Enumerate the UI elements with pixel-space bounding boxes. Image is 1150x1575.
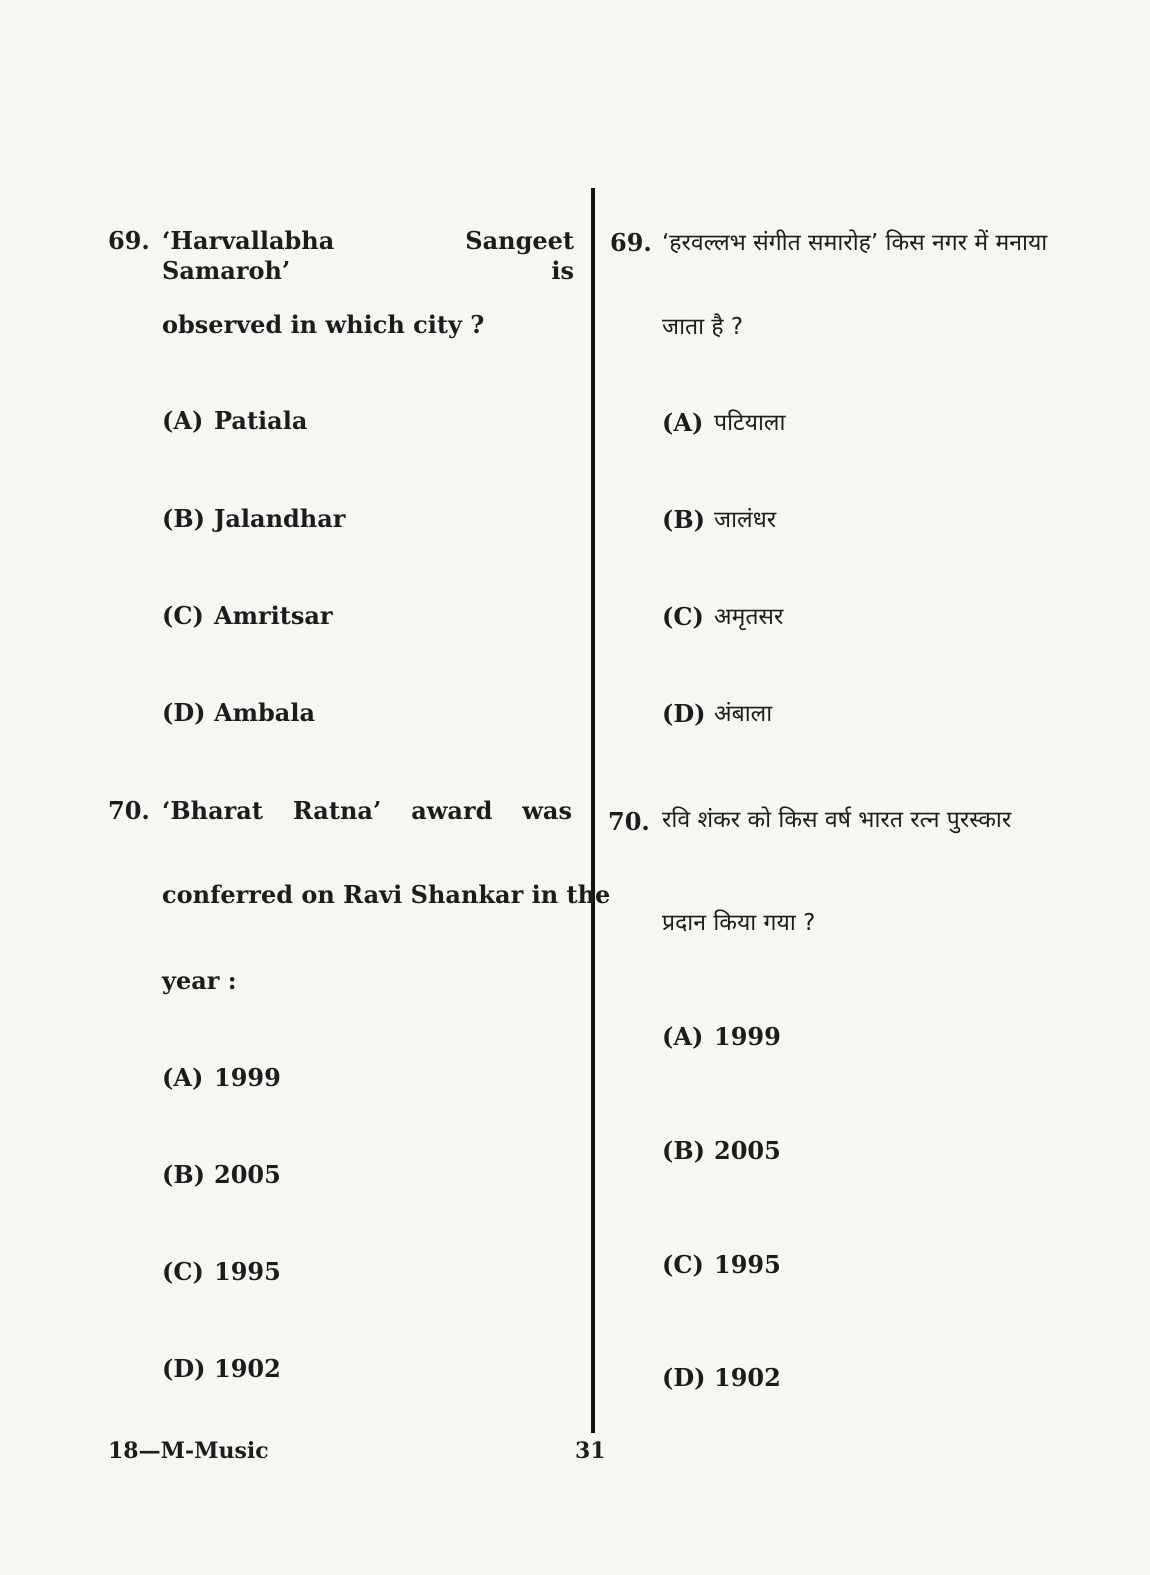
option-label: (A) bbox=[662, 408, 704, 437]
question-number: 70. bbox=[108, 796, 150, 825]
option-text: 1995 bbox=[714, 1250, 781, 1279]
question-text-line: conferred on Ravi Shankar in the bbox=[162, 880, 611, 909]
option-label: (B) bbox=[662, 505, 705, 534]
question-text-line: रवि शंकर को किस वर्ष भारत रत्न पुरस्कार bbox=[662, 807, 1012, 833]
paper-code: 18—M-Music bbox=[108, 1438, 269, 1464]
question-text-line: year : bbox=[162, 966, 237, 995]
option-text: 2005 bbox=[214, 1160, 281, 1189]
option-text: 2005 bbox=[714, 1136, 781, 1165]
question-text-line: ‘Bharat Ratna’ award was bbox=[162, 796, 572, 825]
option-text: Amritsar bbox=[214, 601, 333, 630]
option-label: (B) bbox=[162, 1160, 205, 1189]
option-label: (D) bbox=[162, 1354, 206, 1383]
option-text: 1999 bbox=[214, 1063, 281, 1092]
option-label: (A) bbox=[662, 1022, 704, 1051]
question-text-line: जाता है ? bbox=[662, 314, 744, 340]
option-label: (B) bbox=[162, 504, 205, 533]
question-number: 69. bbox=[610, 228, 652, 257]
option-label: (D) bbox=[662, 699, 706, 728]
question-text-line: observed in which city ? bbox=[162, 310, 485, 339]
option-text: Patiala bbox=[214, 406, 308, 435]
option-label: (D) bbox=[162, 698, 206, 727]
option-label: (C) bbox=[162, 601, 204, 630]
option-label: (D) bbox=[662, 1363, 706, 1392]
question-text-line: प्रदान किया गया ? bbox=[662, 910, 816, 936]
question-text-line: ‘Harvallabha Sangeet Samaroh’ is bbox=[162, 226, 574, 285]
option-label: (C) bbox=[662, 602, 704, 631]
option-label: (A) bbox=[162, 406, 204, 435]
option-text: अमृतसर bbox=[714, 604, 784, 630]
option-label: (C) bbox=[662, 1250, 704, 1279]
option-text: Jalandhar bbox=[214, 504, 346, 533]
option-text: 1999 bbox=[714, 1022, 781, 1051]
option-text: 1902 bbox=[214, 1354, 281, 1383]
column-divider bbox=[591, 188, 595, 1433]
option-text: जालंधर bbox=[714, 507, 777, 533]
question-number: 70. bbox=[608, 807, 650, 836]
option-text: पटियाला bbox=[714, 410, 786, 436]
option-label: (B) bbox=[662, 1136, 705, 1165]
option-text: अंबाला bbox=[714, 701, 773, 727]
option-text: Ambala bbox=[214, 698, 316, 727]
option-text: 1902 bbox=[714, 1363, 781, 1392]
question-number: 69. bbox=[108, 226, 150, 255]
option-text: 1995 bbox=[214, 1257, 281, 1286]
question-text-line: ‘हरवल्लभ संगीत समारोह’ किस नगर में मनाया bbox=[662, 230, 1048, 256]
page-number: 31 bbox=[575, 1438, 606, 1464]
option-label: (A) bbox=[162, 1063, 204, 1092]
option-label: (C) bbox=[162, 1257, 204, 1286]
